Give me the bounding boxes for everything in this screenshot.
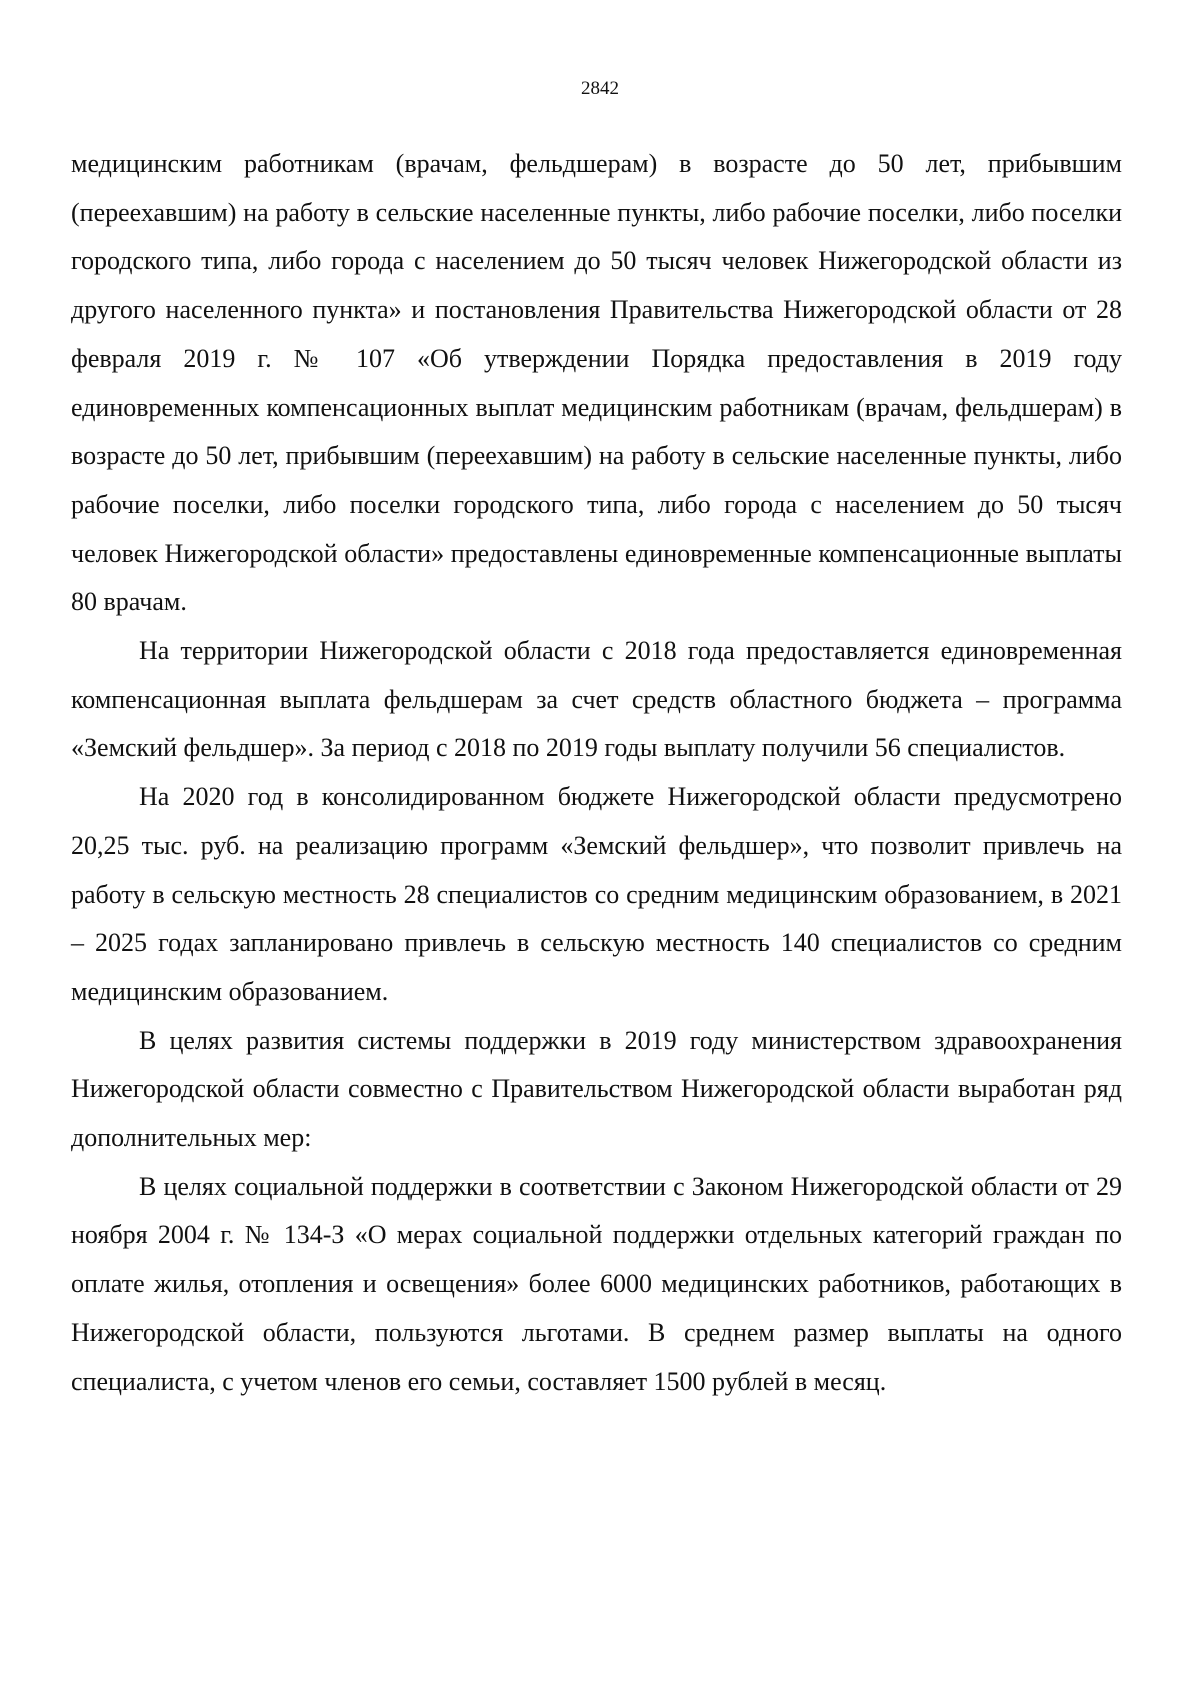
page-number: 2842 bbox=[581, 78, 619, 99]
paragraph-support-measures: В целях развития системы поддержки в 2019 году министерством здравоохранения Нижегородской области совместно с Правительством Нижегородской области выработан ряд дополнительных мер: bbox=[71, 1025, 1122, 1153]
paragraph-continuation: медицинским работникам (врачам, фельдшерам) в возрасте до 50 лет, прибывшим (переехавшим) на работу в сельские населенные пункты, либо рабочие поселки, либо поселки городского типа, либо города с населением до 50 тысяч человек Нижегородской области из другого населенного пункта» и постановления Правительства Нижегородской области от 28 февраля 2019 г. № 107 «Об утверждении Порядка предоставления в 2019 году единовременных компенсационных выплат медицинским работникам (врачам, фельдшерам) в возрасте до 50 лет, прибывшим (переехавшим) на работу в сельские населенные пункты, либо рабочие поселки, либо поселки городского типа, либо города с населением до 50 тысяч человек Нижегородской области» предоставлены единовременные компенсационные выплаты 80 врачам. bbox=[71, 149, 1122, 617]
paragraph-social-support: В целях социальной поддержки в соответствии с Законом Нижегородской области от 29 ноября 2004 г. № 134-З «О мерах социальной поддержки отдельных категорий граждан по оплате жилья, отопления и освещения» более 6000 медицинских работников, работающих в Нижегородской области, пользуются льготами. В среднем размер выплаты на одного специалиста, с учетом членов его семьи, составляет 1500 рублей в месяц. bbox=[71, 1171, 1122, 1396]
paragraph-budget-2020: На 2020 год в консолидированном бюджете Нижегородской области предусмотрено 20,25 тыс. руб. на реализацию программ «Земский фельдшер», что позволит привлечь на работу в сельскую местность 28 специалистов со средним медицинским образованием, в 2021 – 2025 годах запланировано привлечь в сельскую местность 140 специалистов со средним медицинским образованием. bbox=[71, 782, 1122, 1006]
paragraph-zemsky-feldsher: На территории Нижегородской области с 2018 года предоставляется единовременная компенсационная выплата фельдшерам за счет средств областного бюджета – программа «Земский фельдшер». За период с 2018 по 2019 годы выплату получили 56 специалистов. bbox=[71, 636, 1122, 763]
document-body bbox=[71, 140, 1122, 1406]
